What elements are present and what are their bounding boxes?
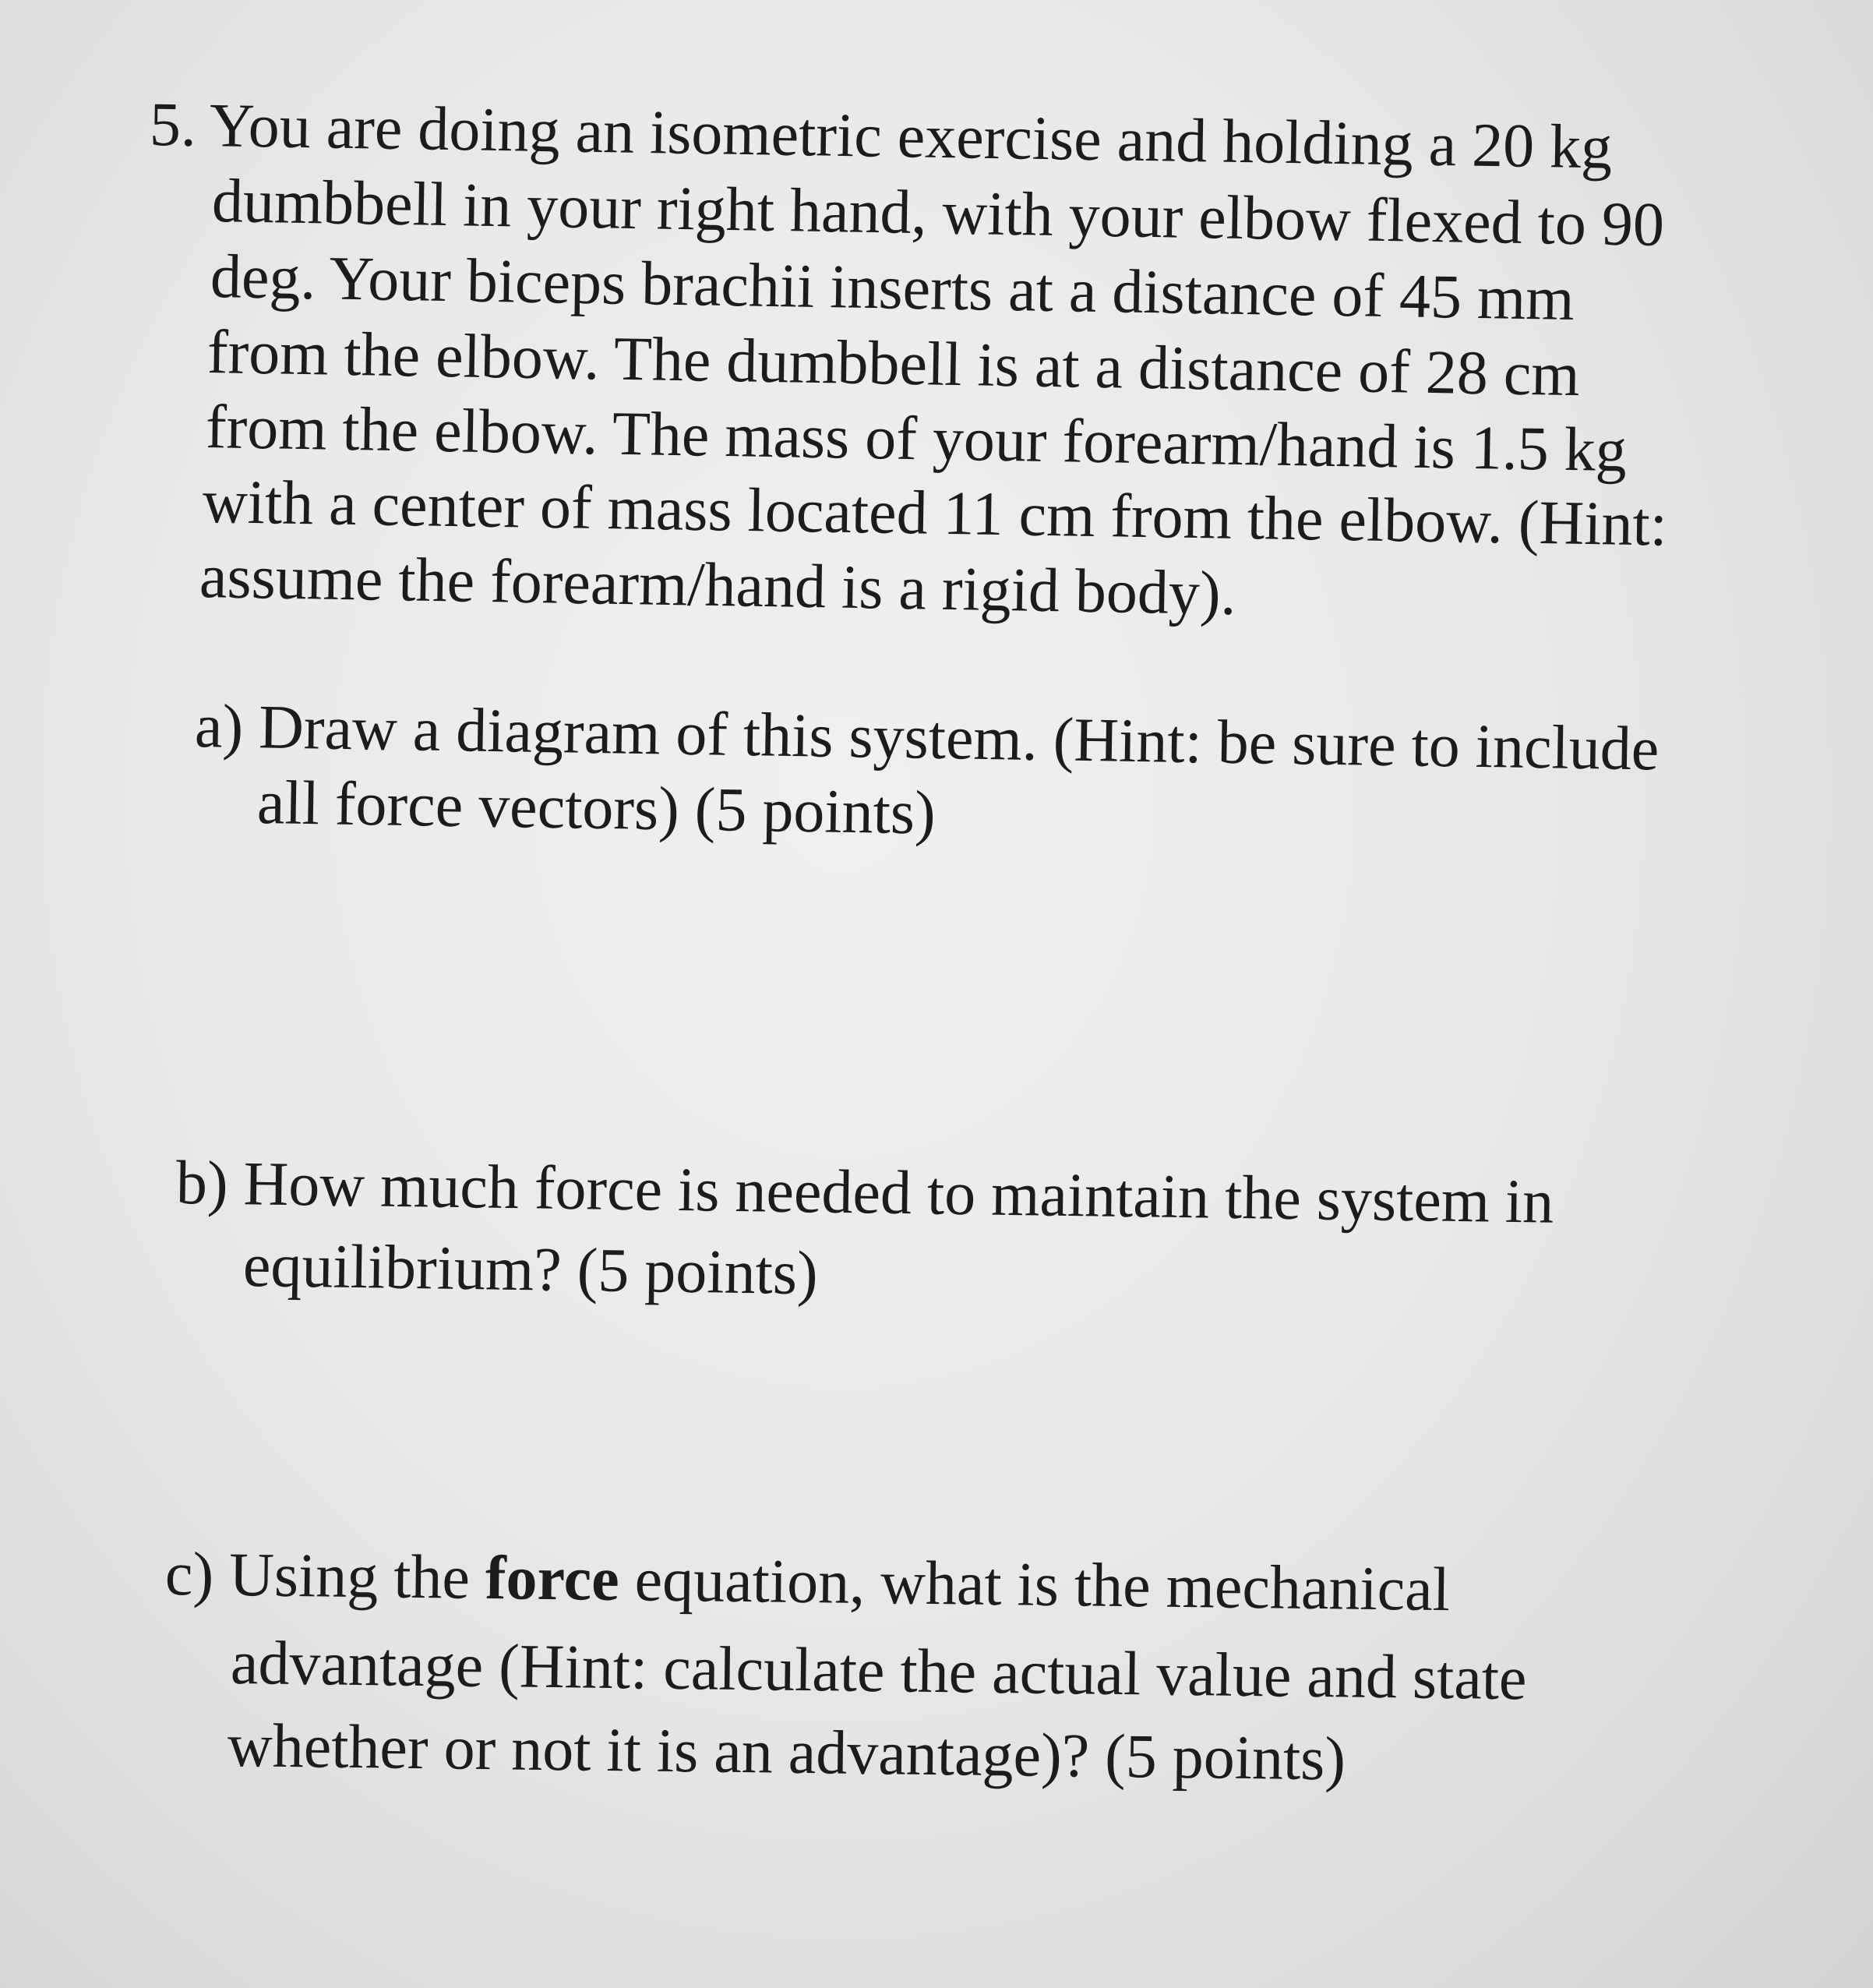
part-c-bold-word: force (485, 1544, 620, 1615)
part-c-text-start: c) Using the (164, 1540, 486, 1613)
part-c-line (164, 1540, 1451, 1625)
question-line: 5. You are doing an isometric exercise and holding a 20 kg (149, 90, 1613, 182)
part-c-line: advantage (Hint: calculate the actual value and state (230, 1629, 1528, 1714)
part-a-line: a) Draw a diagram of this system. (Hint: be sure to include (194, 692, 1660, 784)
question-line: from the elbow. The dumbbell is at a distance of 28 cm (206, 318, 1581, 410)
question-line: with a center of mass located 11 cm from the elbow. (Hint: (202, 468, 1668, 560)
question-line: from the elbow. The mass of your forearm/hand is 1.5 kg (205, 393, 1628, 486)
question-line: assume the forearm/hand is a rigid body). (199, 542, 1237, 629)
part-b-line: equilibrium? (5 points) (242, 1231, 819, 1308)
part-b-line: b) How much force is needed to maintain the system in (175, 1149, 1554, 1237)
question-line: deg. Your biceps brachii inserts at a distance of 45 mm (210, 242, 1575, 334)
part-a-line: all force vectors) (5 points) (256, 768, 936, 848)
question-line: dumbbell in your right hand, with your elbow flexed to 90 (211, 167, 1665, 260)
part-c-line: whether or not it is an advantage)? (5 points) (227, 1711, 1346, 1794)
part-c-text-end: equation, what is the mechanical (619, 1545, 1451, 1625)
